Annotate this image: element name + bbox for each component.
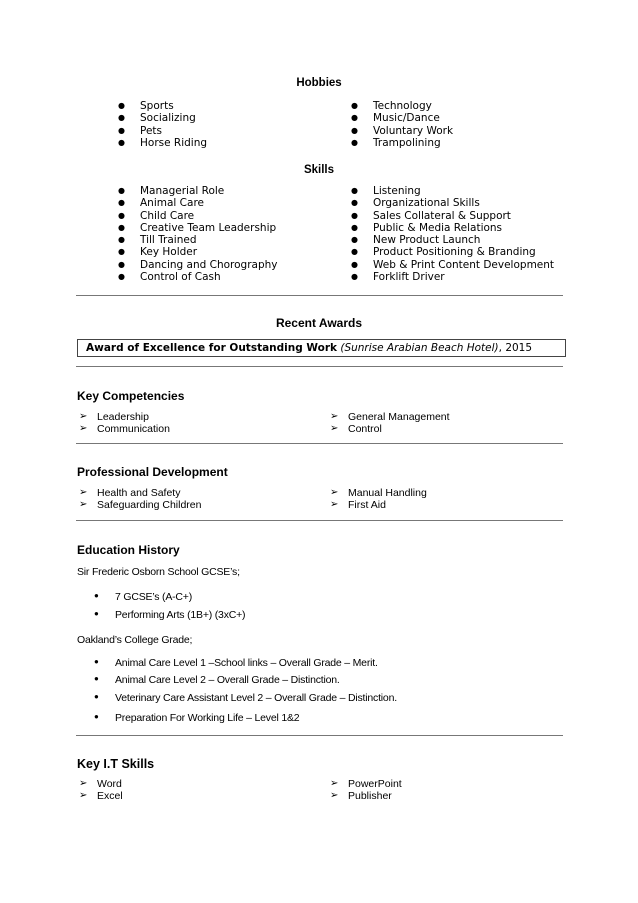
development-left-list (79, 487, 202, 511)
list-item: ● Key Holder (118, 246, 277, 258)
arrow-bullet-icon: ➢ (79, 790, 88, 801)
hobbies-left-list (118, 100, 207, 149)
bullet-icon: ● (94, 657, 99, 666)
development-right-list (330, 487, 427, 511)
list-item: ● Web & Print Content Development (351, 259, 554, 271)
list-item: ● Till Trained (118, 234, 277, 246)
development-title: Professional Development (77, 465, 228, 479)
section-divider (76, 443, 563, 444)
section-divider (76, 735, 563, 736)
skills-title: Skills (303, 164, 335, 176)
award-box (77, 339, 566, 357)
list-item: ➢ Manual Handling (330, 487, 427, 499)
arrow-bullet-icon: ➢ (79, 499, 88, 510)
list-item: ● Music/Dance (351, 112, 453, 124)
list-item: ● Managerial Role (118, 185, 277, 197)
section-divider (76, 295, 563, 296)
list-item: ➢ Excel (79, 790, 123, 802)
arrow-bullet-icon: ➢ (79, 487, 88, 498)
bullet-icon: ● (94, 692, 99, 701)
list-item: ● Listening (351, 185, 554, 197)
list-item: ➢ Word (79, 778, 122, 790)
arrow-bullet-icon: ➢ (330, 778, 339, 789)
bullet-icon: ● (94, 591, 99, 600)
list-item: ● Organizational Skills (351, 197, 554, 209)
list-item: ➢ First Aid (330, 499, 386, 511)
list-item: ● Animal Care (118, 197, 277, 209)
college-name: Oakland’s College Grade; (77, 634, 193, 646)
awards-title: Recent Awards (275, 316, 363, 330)
list-item: ● Pets (118, 125, 207, 137)
bullet-icon: ● (94, 674, 99, 683)
skills-right-list (351, 185, 554, 283)
list-item: ● Technology (351, 100, 453, 112)
school-name: Sir Frederic Osborn School GCSE’s; (77, 566, 240, 578)
arrow-bullet-icon: ➢ (79, 411, 88, 422)
section-divider (76, 520, 563, 521)
list-item: ● Sales Collateral & Support (351, 210, 554, 222)
list-item: ● Dancing and Chorography (118, 259, 277, 271)
list-item: ➢ Leadership (79, 411, 149, 423)
it-skills-title: Key I.T Skills (77, 757, 155, 771)
list-item: ➢ Communication (79, 423, 170, 435)
list-item: ● Voluntary Work (351, 125, 453, 137)
bullet-icon: ● (94, 609, 99, 618)
list-item: ● Trampolining (351, 137, 453, 149)
competencies-right-list (330, 411, 450, 435)
arrow-bullet-icon: ➢ (330, 790, 339, 801)
list-item: ➢ General Management (330, 411, 450, 423)
it-skills-left-list (79, 778, 123, 802)
education-title: Education History (77, 543, 180, 557)
competencies-left-list (79, 411, 170, 435)
list-item: ● Forklift Driver (351, 271, 554, 283)
list-item: ➢ Safeguarding Children (79, 499, 202, 511)
skills-left-list (118, 185, 277, 283)
arrow-bullet-icon: ➢ (79, 423, 88, 434)
award-year: , 2015 (498, 342, 533, 354)
arrow-bullet-icon: ➢ (330, 499, 339, 510)
section-divider (76, 366, 563, 367)
it-skills-right-list (330, 778, 402, 802)
bullet-icon: ● (94, 712, 99, 721)
list-item: ● Product Positioning & Branding (351, 246, 554, 258)
list-item: ● Horse Riding (118, 137, 207, 149)
list-item: ➢ PowerPoint (330, 778, 402, 790)
list-item: ● Sports (118, 100, 207, 112)
competencies-title: Key Competencies (77, 389, 185, 403)
list-item: ● Creative Team Leadership (118, 222, 277, 234)
list-item: ● New Product Launch (351, 234, 554, 246)
list-item: ➢ Publisher (330, 790, 392, 802)
arrow-bullet-icon: ➢ (330, 423, 339, 434)
hobbies-title: Hobbies (296, 77, 342, 89)
list-item: ● Control of Cash (118, 271, 277, 283)
list-item: ● Socializing (118, 112, 207, 124)
list-item: ● Public & Media Relations (351, 222, 554, 234)
list-item: ➢ Control (330, 423, 382, 435)
hobbies-right-list (351, 100, 453, 149)
award-name: Award of Excellence for Outstanding Work (86, 342, 337, 354)
award-organisation: (Sunrise Arabian Beach Hotel) (340, 342, 499, 354)
arrow-bullet-icon: ➢ (330, 411, 339, 422)
arrow-bullet-icon: ➢ (79, 778, 88, 789)
arrow-bullet-icon: ➢ (330, 487, 339, 498)
list-item: ● Child Care (118, 210, 277, 222)
list-item: ➢ Health and Safety (79, 487, 181, 499)
